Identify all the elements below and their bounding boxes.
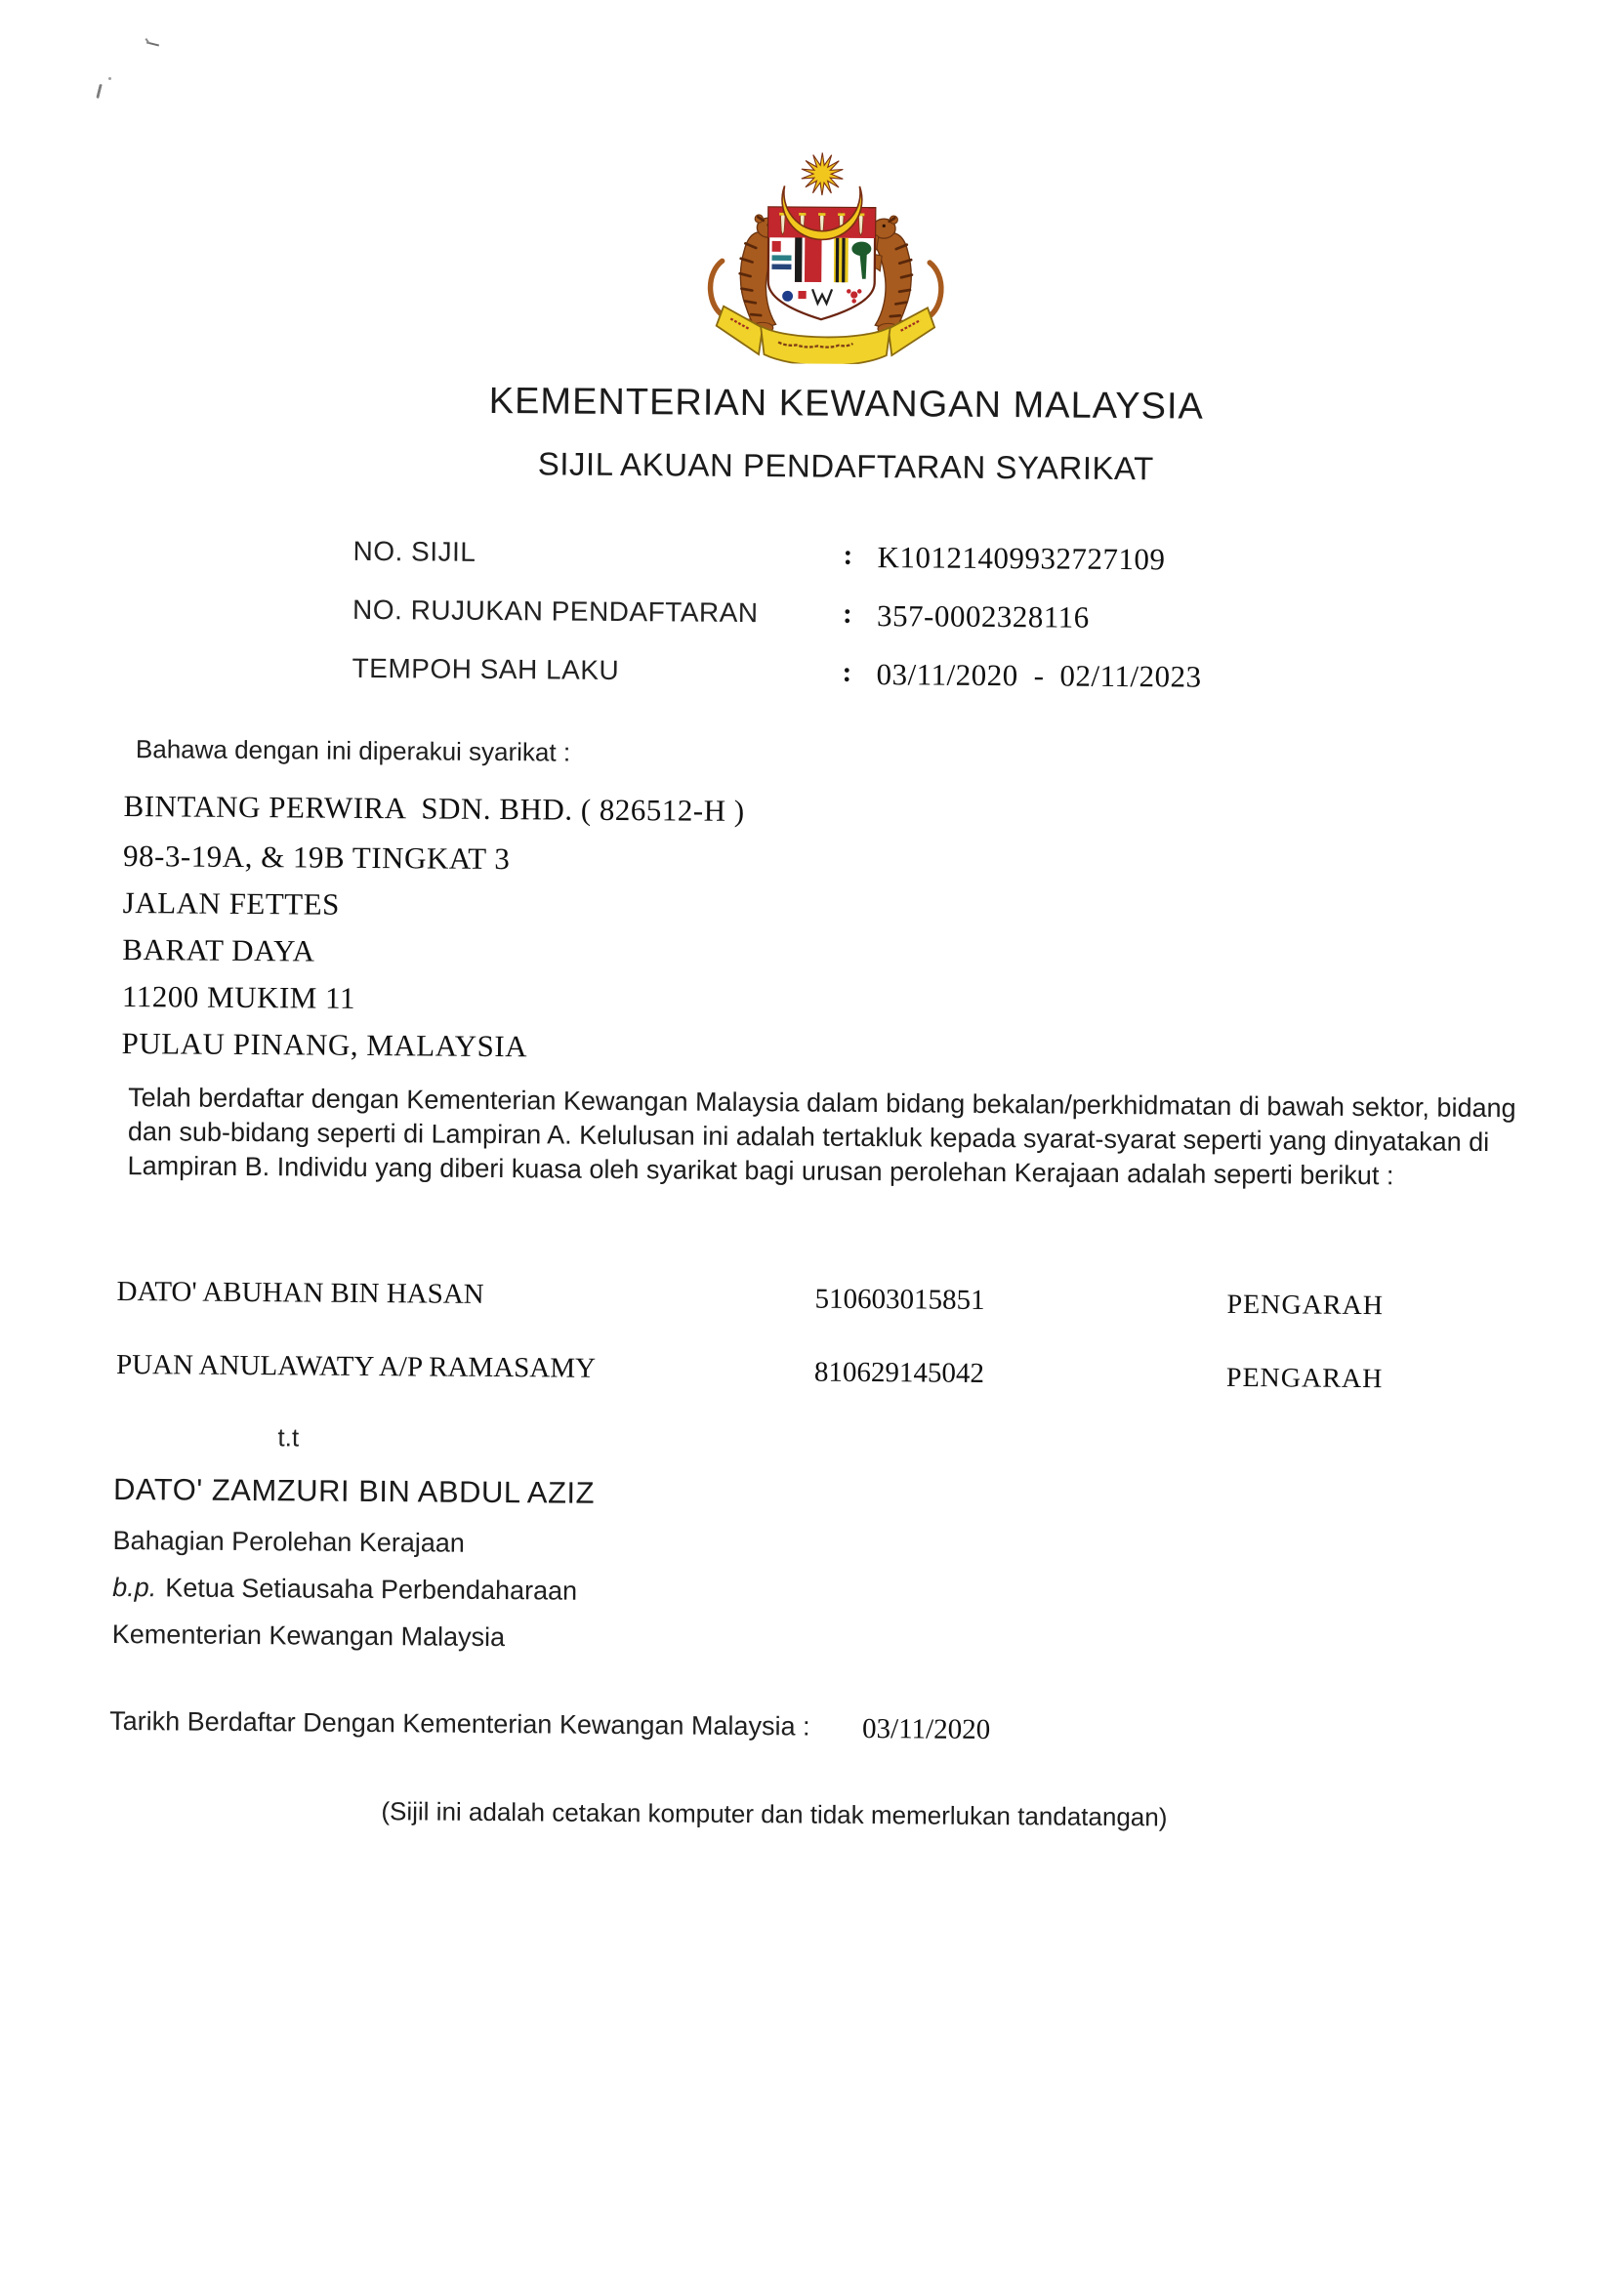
body-paragraph-line: dan sub-bidang seperti di Lampiran A. Kelulusan ini adalah tertakluk kepada syarat-syarat seperti yang dinyatakan di	[127, 1117, 1490, 1158]
page-title: KEMENTERIAN KEWANGAN MALAYSIA	[488, 380, 1204, 428]
director-name: PUAN ANULAWATY A/P RAMASAMY	[115, 1348, 597, 1384]
company-address-line: PULAU PINANG, MALAYSIA	[121, 1026, 528, 1064]
signature-tt-mark: t.t	[277, 1422, 300, 1453]
registration-date-value: 03/11/2020	[861, 1712, 991, 1746]
info-row-tempoh	[0, 650, 1610, 702]
certify-intro-line: Bahawa dengan ini diperakui syarikat :	[135, 734, 571, 767]
validity-period	[876, 657, 1201, 695]
info-label: TEMPOH SAH LAKU	[352, 652, 620, 686]
bp-prefix: b.p.	[112, 1572, 157, 1603]
director-ic-number: 510603015851	[814, 1283, 985, 1316]
body-paragraph-line: Lampiran B. Individu yang diberi kuasa oleh syarikat bagi urusan perolehan Kerajaan adalah seperti berikut :	[127, 1151, 1394, 1191]
signatory-ministry: Kementerian Kewangan Malaysia	[111, 1619, 506, 1653]
info-row-no-rujukan	[0, 592, 1610, 643]
company-address-line: BARAT DAYA	[122, 932, 315, 968]
date-range-dash: -	[1033, 658, 1045, 693]
info-row-no-sijil	[0, 533, 1611, 585]
signatory-bp-line	[112, 1573, 577, 1607]
signatory-division: Bahagian Perolehan Kerajaan	[112, 1525, 465, 1558]
info-label: NO. SIJIL	[352, 535, 476, 567]
certificate-subtitle: SIJIL AKUAN PENDAFTARAN SYARIKAT	[537, 445, 1154, 487]
director-position: PENGARAH	[1225, 1362, 1384, 1395]
signatory-name: DATO' ZAMZURI BIN ABDUL AZIZ	[112, 1471, 596, 1510]
body-paragraph-line: Telah berdaftar dengan Kementerian Kewangan Malaysia dalam bidang bekalan/perkhidmatan di bawah sektor, bidang	[128, 1083, 1516, 1124]
company-address-line: 11200 MUKIM 11	[121, 979, 356, 1015]
bp-title: Ketua Setiausaha Perbendaharaan	[165, 1573, 578, 1606]
info-colon: :	[843, 539, 853, 571]
certificate-number: K10121409932727109	[877, 540, 1166, 577]
company-name: BINTANG PERWIRA SDN. BHD. ( 826512-H )	[123, 789, 745, 829]
director-name: DATO' ABUHAN BIN HASAN	[116, 1275, 484, 1310]
malaysia-coat-of-arms-icon	[679, 149, 973, 364]
body-paragraph	[127, 1081, 1515, 1194]
registration-date-label: Tarikh Berdaftar Dengan Kementerian Kewangan Malaysia :	[109, 1705, 810, 1742]
info-colon: :	[842, 597, 852, 630]
company-address-line: 98-3-19A, & 19B TINGKAT 3	[122, 839, 511, 877]
director-ic-number: 810629145042	[813, 1356, 985, 1389]
validity-end-date: 02/11/2023	[1059, 658, 1202, 694]
info-label: NO. RUJUKAN PENDAFTARAN	[352, 594, 759, 629]
footer-note: (Sijil ini adalah cetakan komputer dan tidak memerlukan tandatangan)	[381, 1796, 1168, 1832]
validity-start-date: 03/11/2020	[876, 657, 1018, 693]
reference-number: 357-0002328116	[876, 598, 1090, 635]
director-position: PENGARAH	[1226, 1289, 1385, 1322]
info-colon: :	[842, 656, 852, 688]
shield-icon	[767, 207, 875, 319]
company-address-line: JALAN FETTES	[122, 885, 341, 922]
